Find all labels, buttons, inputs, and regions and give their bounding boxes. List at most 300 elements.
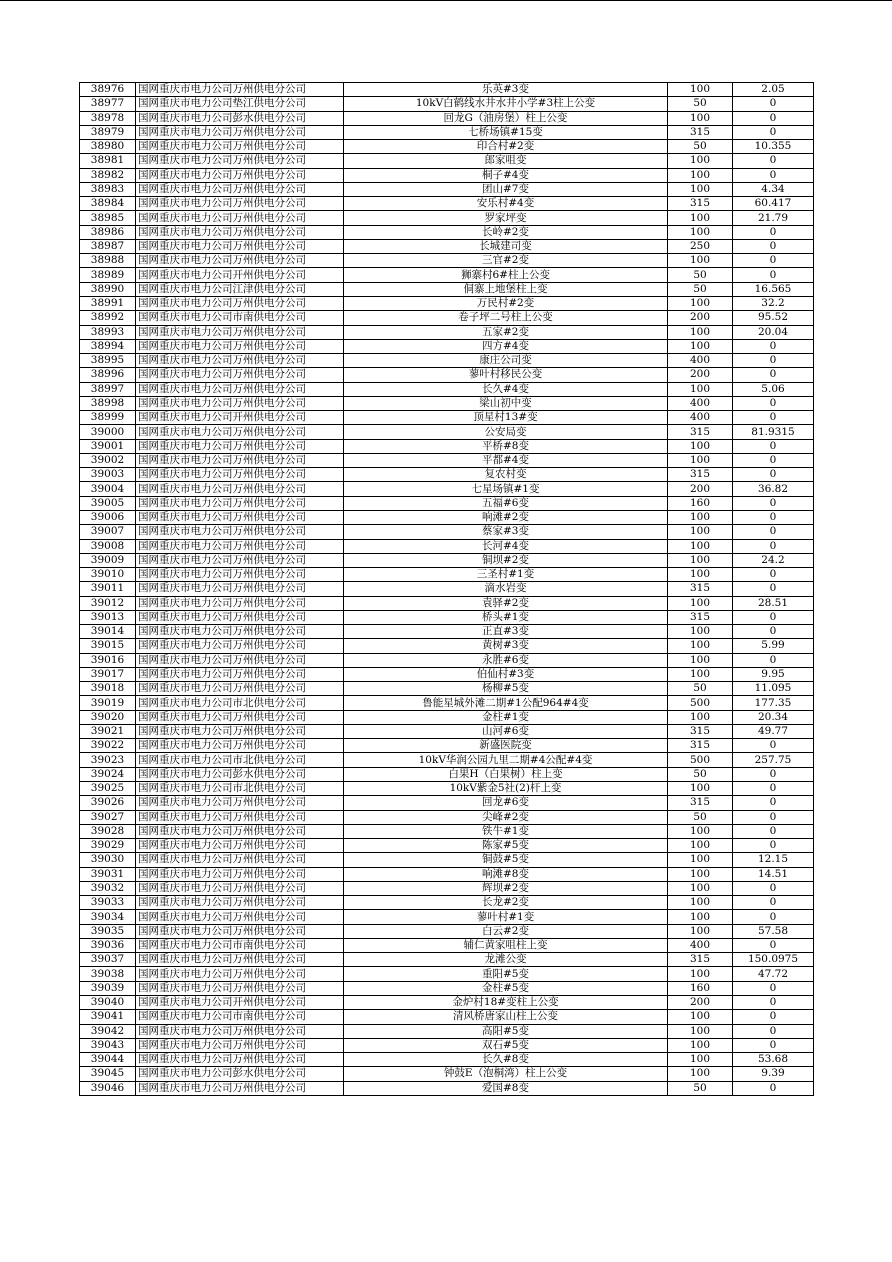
transformer-name: 平都#4变 bbox=[344, 453, 668, 467]
company-name: 国网重庆市电力公司万州供电分公司 bbox=[136, 553, 344, 567]
transformer-name: 三圣村#1变 bbox=[344, 568, 668, 582]
transformer-name: 袁驿#2变 bbox=[344, 596, 668, 610]
capacity: 100 bbox=[668, 1067, 733, 1081]
transformer-name: 桥头#1变 bbox=[344, 610, 668, 624]
row-id: 39007 bbox=[80, 525, 136, 539]
table-row bbox=[80, 967, 814, 981]
company-name: 国网重庆市电力公司万州供电分公司 bbox=[136, 425, 344, 439]
value: 0 bbox=[733, 1010, 814, 1024]
table-row bbox=[80, 653, 814, 667]
value: 0 bbox=[733, 910, 814, 924]
table-row bbox=[80, 981, 814, 995]
transformer-name: 杨柳#5变 bbox=[344, 682, 668, 696]
value: 0 bbox=[733, 782, 814, 796]
transformer-name: 清风桥唐家山柱上公变 bbox=[344, 1010, 668, 1024]
row-id: 39034 bbox=[80, 910, 136, 924]
transformer-name: 四方#4变 bbox=[344, 339, 668, 353]
row-id: 39011 bbox=[80, 582, 136, 596]
company-name: 国网重庆市电力公司万州供电分公司 bbox=[136, 382, 344, 396]
transformer-name: 伯仙村#3变 bbox=[344, 667, 668, 681]
transformer-name: 蔡家#3变 bbox=[344, 525, 668, 539]
table-row bbox=[80, 696, 814, 710]
capacity: 250 bbox=[668, 239, 733, 253]
transformer-name: 辅仁黄家咀柱上变 bbox=[344, 938, 668, 952]
company-name: 国网重庆市电力公司万州供电分公司 bbox=[136, 910, 344, 924]
value: 32.2 bbox=[733, 296, 814, 310]
row-id: 39046 bbox=[80, 1081, 136, 1095]
value: 24.2 bbox=[733, 553, 814, 567]
table-row bbox=[80, 782, 814, 796]
company-name: 国网重庆市电力公司万州供电分公司 bbox=[136, 225, 344, 239]
company-name: 国网重庆市电力公司万州供电分公司 bbox=[136, 197, 344, 211]
row-id: 38976 bbox=[80, 83, 136, 97]
transformer-name: 长龙#2变 bbox=[344, 896, 668, 910]
transformer-name: 黄树#3变 bbox=[344, 639, 668, 653]
company-name: 国网重庆市电力公司万州供电分公司 bbox=[136, 1024, 344, 1038]
row-id: 39018 bbox=[80, 682, 136, 696]
value: 2.05 bbox=[733, 83, 814, 97]
value: 0 bbox=[733, 582, 814, 596]
row-id: 38980 bbox=[80, 140, 136, 154]
transformer-name: 蓼叶村#1变 bbox=[344, 910, 668, 924]
company-name: 国网重庆市电力公司万州供电分公司 bbox=[136, 482, 344, 496]
table-row bbox=[80, 354, 814, 368]
table-row bbox=[80, 254, 814, 268]
value: 20.04 bbox=[733, 325, 814, 339]
row-id: 39023 bbox=[80, 753, 136, 767]
table-row bbox=[80, 839, 814, 853]
table-row bbox=[80, 339, 814, 353]
capacity: 100 bbox=[668, 83, 733, 97]
transformer-table bbox=[79, 82, 814, 1096]
company-name: 国网重庆市电力公司万州供电分公司 bbox=[136, 525, 344, 539]
capacity: 315 bbox=[668, 468, 733, 482]
row-id: 38977 bbox=[80, 97, 136, 111]
row-id: 39009 bbox=[80, 553, 136, 567]
table-row bbox=[80, 881, 814, 895]
capacity: 400 bbox=[668, 938, 733, 952]
row-id: 39036 bbox=[80, 938, 136, 952]
value: 0 bbox=[733, 439, 814, 453]
row-id: 38989 bbox=[80, 268, 136, 282]
company-name: 国网重庆市电力公司市南供电分公司 bbox=[136, 1010, 344, 1024]
company-name: 国网重庆市电力公司垫江供电分公司 bbox=[136, 97, 344, 111]
value: 0 bbox=[733, 268, 814, 282]
capacity: 50 bbox=[668, 1081, 733, 1095]
transformer-name: 白果H（白果树）柱上变 bbox=[344, 767, 668, 781]
transformer-name: 金柱#5变 bbox=[344, 981, 668, 995]
company-name: 国网重庆市电力公司万州供电分公司 bbox=[136, 325, 344, 339]
capacity: 100 bbox=[668, 782, 733, 796]
row-id: 39044 bbox=[80, 1053, 136, 1067]
table-row bbox=[80, 140, 814, 154]
transformer-name: 万民村#2变 bbox=[344, 296, 668, 310]
company-name: 国网重庆市电力公司万州供电分公司 bbox=[136, 896, 344, 910]
row-id: 38993 bbox=[80, 325, 136, 339]
table-row bbox=[80, 282, 814, 296]
table-row bbox=[80, 910, 814, 924]
transformer-name: 平桥#8变 bbox=[344, 439, 668, 453]
row-id: 39041 bbox=[80, 1010, 136, 1024]
company-name: 国网重庆市电力公司万州供电分公司 bbox=[136, 1081, 344, 1095]
table-row bbox=[80, 239, 814, 253]
row-id: 39010 bbox=[80, 568, 136, 582]
company-name: 国网重庆市电力公司万州供电分公司 bbox=[136, 953, 344, 967]
company-name: 国网重庆市电力公司万州供电分公司 bbox=[136, 1038, 344, 1052]
capacity: 100 bbox=[668, 453, 733, 467]
capacity: 100 bbox=[668, 596, 733, 610]
capacity: 315 bbox=[668, 582, 733, 596]
capacity: 200 bbox=[668, 996, 733, 1010]
value: 53.68 bbox=[733, 1053, 814, 1067]
company-name: 国网重庆市电力公司万州供电分公司 bbox=[136, 496, 344, 510]
value: 10.355 bbox=[733, 140, 814, 154]
capacity: 50 bbox=[668, 767, 733, 781]
transformer-name: 陈家#5变 bbox=[344, 839, 668, 853]
table-row bbox=[80, 197, 814, 211]
row-id: 39019 bbox=[80, 696, 136, 710]
capacity: 100 bbox=[668, 1010, 733, 1024]
table-row bbox=[80, 396, 814, 410]
value: 0 bbox=[733, 168, 814, 182]
value: 0 bbox=[733, 396, 814, 410]
row-id: 38985 bbox=[80, 211, 136, 225]
value: 5.06 bbox=[733, 382, 814, 396]
capacity: 100 bbox=[668, 1024, 733, 1038]
value: 0 bbox=[733, 125, 814, 139]
row-id: 39021 bbox=[80, 724, 136, 738]
value: 0 bbox=[733, 896, 814, 910]
table-row bbox=[80, 824, 814, 838]
value: 0 bbox=[733, 254, 814, 268]
capacity: 100 bbox=[668, 296, 733, 310]
company-name: 国网重庆市电力公司万州供电分公司 bbox=[136, 839, 344, 853]
table-row bbox=[80, 211, 814, 225]
transformer-name: 龙滩公变 bbox=[344, 953, 668, 967]
row-id: 39029 bbox=[80, 839, 136, 853]
transformer-name: 爱国#8变 bbox=[344, 1081, 668, 1095]
row-id: 39035 bbox=[80, 924, 136, 938]
capacity: 100 bbox=[668, 667, 733, 681]
row-id: 39027 bbox=[80, 810, 136, 824]
table-row bbox=[80, 853, 814, 867]
company-name: 国网重庆市电力公司彭水供电分公司 bbox=[136, 767, 344, 781]
company-name: 国网重庆市电力公司万州供电分公司 bbox=[136, 710, 344, 724]
transformer-name: 复农村变 bbox=[344, 468, 668, 482]
row-id: 39015 bbox=[80, 639, 136, 653]
transformer-name: 铜坝#2变 bbox=[344, 553, 668, 567]
table-row bbox=[80, 596, 814, 610]
transformer-name: 回龙#6变 bbox=[344, 796, 668, 810]
row-id: 38998 bbox=[80, 396, 136, 410]
row-id: 39001 bbox=[80, 439, 136, 453]
row-id: 39043 bbox=[80, 1038, 136, 1052]
row-id: 39033 bbox=[80, 896, 136, 910]
table-row bbox=[80, 411, 814, 425]
company-name: 国网重庆市电力公司万州供电分公司 bbox=[136, 1053, 344, 1067]
row-id: 38991 bbox=[80, 296, 136, 310]
transformer-name: 顶星村13#变 bbox=[344, 411, 668, 425]
table-row bbox=[80, 125, 814, 139]
transformer-name: 侗寨上地堡柱上变 bbox=[344, 282, 668, 296]
row-id: 39020 bbox=[80, 710, 136, 724]
capacity: 100 bbox=[668, 853, 733, 867]
capacity: 400 bbox=[668, 354, 733, 368]
row-id: 38997 bbox=[80, 382, 136, 396]
value: 0 bbox=[733, 339, 814, 353]
company-name: 国网重庆市电力公司万州供电分公司 bbox=[136, 339, 344, 353]
value: 0 bbox=[733, 568, 814, 582]
transformer-name: 响滩#8变 bbox=[344, 867, 668, 881]
company-name: 国网重庆市电力公司万州供电分公司 bbox=[136, 582, 344, 596]
value: 9.39 bbox=[733, 1067, 814, 1081]
value: 95.52 bbox=[733, 311, 814, 325]
table-row bbox=[80, 710, 814, 724]
transformer-name: 桐子#4变 bbox=[344, 168, 668, 182]
value: 47.72 bbox=[733, 967, 814, 981]
table-row bbox=[80, 767, 814, 781]
table-row bbox=[80, 325, 814, 339]
table-row bbox=[80, 896, 814, 910]
company-name: 国网重庆市电力公司市北供电分公司 bbox=[136, 753, 344, 767]
value: 4.34 bbox=[733, 182, 814, 196]
value: 177.35 bbox=[733, 696, 814, 710]
company-name: 国网重庆市电力公司万州供电分公司 bbox=[136, 539, 344, 553]
company-name: 国网重庆市电力公司万州供电分公司 bbox=[136, 967, 344, 981]
capacity: 315 bbox=[668, 796, 733, 810]
capacity: 100 bbox=[668, 710, 733, 724]
value: 0 bbox=[733, 938, 814, 952]
company-name: 国网重庆市电力公司市南供电分公司 bbox=[136, 311, 344, 325]
table-row bbox=[80, 568, 814, 582]
company-name: 国网重庆市电力公司万州供电分公司 bbox=[136, 510, 344, 524]
transformer-name: 长河#4变 bbox=[344, 539, 668, 553]
capacity: 100 bbox=[668, 839, 733, 853]
table-row bbox=[80, 368, 814, 382]
row-id: 39013 bbox=[80, 610, 136, 624]
transformer-name: 重阳#5变 bbox=[344, 967, 668, 981]
table-row bbox=[80, 168, 814, 182]
row-id: 39031 bbox=[80, 867, 136, 881]
transformer-name: 乐英#3变 bbox=[344, 83, 668, 97]
capacity: 100 bbox=[668, 881, 733, 895]
value: 0 bbox=[733, 881, 814, 895]
value: 60.417 bbox=[733, 197, 814, 211]
value: 11.095 bbox=[733, 682, 814, 696]
table-row bbox=[80, 468, 814, 482]
value: 0 bbox=[733, 539, 814, 553]
transformer-name: 响滩#2变 bbox=[344, 510, 668, 524]
table-row bbox=[80, 938, 814, 952]
row-id: 38987 bbox=[80, 239, 136, 253]
value: 0 bbox=[733, 610, 814, 624]
company-name: 国网重庆市电力公司万州供电分公司 bbox=[136, 810, 344, 824]
transformer-name: 长城建司变 bbox=[344, 239, 668, 253]
company-name: 国网重庆市电力公司万州供电分公司 bbox=[136, 125, 344, 139]
transformer-name: 团山#7变 bbox=[344, 182, 668, 196]
row-id: 39037 bbox=[80, 953, 136, 967]
company-name: 国网重庆市电力公司万州供电分公司 bbox=[136, 853, 344, 867]
table-row bbox=[80, 111, 814, 125]
capacity: 100 bbox=[668, 168, 733, 182]
row-id: 39032 bbox=[80, 881, 136, 895]
value: 0 bbox=[733, 354, 814, 368]
row-id: 39026 bbox=[80, 796, 136, 810]
value: 21.79 bbox=[733, 211, 814, 225]
company-name: 国网重庆市电力公司万州供电分公司 bbox=[136, 439, 344, 453]
value: 0 bbox=[733, 225, 814, 239]
capacity: 100 bbox=[668, 639, 733, 653]
capacity: 100 bbox=[668, 439, 733, 453]
transformer-name: 长久#8变 bbox=[344, 1053, 668, 1067]
value: 0 bbox=[733, 1024, 814, 1038]
value: 20.34 bbox=[733, 710, 814, 724]
transformer-name: 安乐村#4变 bbox=[344, 197, 668, 211]
row-id: 38981 bbox=[80, 154, 136, 168]
capacity: 50 bbox=[668, 140, 733, 154]
capacity: 315 bbox=[668, 739, 733, 753]
value: 28.51 bbox=[733, 596, 814, 610]
row-id: 38999 bbox=[80, 411, 136, 425]
company-name: 国网重庆市电力公司万州供电分公司 bbox=[136, 83, 344, 97]
row-id: 39024 bbox=[80, 767, 136, 781]
company-name: 国网重庆市电力公司万州供电分公司 bbox=[136, 796, 344, 810]
capacity: 315 bbox=[668, 125, 733, 139]
row-id: 39014 bbox=[80, 625, 136, 639]
row-id: 39002 bbox=[80, 453, 136, 467]
value: 0 bbox=[733, 525, 814, 539]
row-id: 38979 bbox=[80, 125, 136, 139]
row-id: 39038 bbox=[80, 967, 136, 981]
company-name: 国网重庆市电力公司彭水供电分公司 bbox=[136, 1067, 344, 1081]
company-name: 国网重庆市电力公司万州供电分公司 bbox=[136, 354, 344, 368]
capacity: 100 bbox=[668, 154, 733, 168]
capacity: 100 bbox=[668, 824, 733, 838]
value: 57.58 bbox=[733, 924, 814, 938]
capacity: 50 bbox=[668, 282, 733, 296]
table-row bbox=[80, 724, 814, 738]
capacity: 400 bbox=[668, 396, 733, 410]
table-row bbox=[80, 682, 814, 696]
transformer-name: 鲁能星城外滩二期#1公配964#4变 bbox=[344, 696, 668, 710]
value: 0 bbox=[733, 625, 814, 639]
capacity: 50 bbox=[668, 268, 733, 282]
capacity: 100 bbox=[668, 1038, 733, 1052]
table-row bbox=[80, 610, 814, 624]
company-name: 国网重庆市电力公司万州供电分公司 bbox=[136, 468, 344, 482]
row-id: 39028 bbox=[80, 824, 136, 838]
capacity: 100 bbox=[668, 539, 733, 553]
capacity: 500 bbox=[668, 753, 733, 767]
table-row bbox=[80, 154, 814, 168]
table-row bbox=[80, 867, 814, 881]
row-id: 39005 bbox=[80, 496, 136, 510]
capacity: 100 bbox=[668, 967, 733, 981]
company-name: 国网重庆市电力公司万州供电分公司 bbox=[136, 981, 344, 995]
table-row bbox=[80, 382, 814, 396]
table-row bbox=[80, 83, 814, 97]
capacity: 100 bbox=[668, 568, 733, 582]
table-row bbox=[80, 739, 814, 753]
value: 0 bbox=[733, 510, 814, 524]
value: 0 bbox=[733, 111, 814, 125]
table-row bbox=[80, 311, 814, 325]
value: 0 bbox=[733, 810, 814, 824]
table-row bbox=[80, 924, 814, 938]
table-row bbox=[80, 796, 814, 810]
row-id: 39006 bbox=[80, 510, 136, 524]
capacity: 160 bbox=[668, 496, 733, 510]
table-row bbox=[80, 953, 814, 967]
company-name: 国网重庆市电力公司万州供电分公司 bbox=[136, 625, 344, 639]
capacity: 315 bbox=[668, 610, 733, 624]
company-name: 国网重庆市电力公司开州供电分公司 bbox=[136, 268, 344, 282]
row-id: 38996 bbox=[80, 368, 136, 382]
capacity: 100 bbox=[668, 653, 733, 667]
company-name: 国网重庆市电力公司市北供电分公司 bbox=[136, 782, 344, 796]
row-id: 39025 bbox=[80, 782, 136, 796]
table-row bbox=[80, 1067, 814, 1081]
row-id: 39045 bbox=[80, 1067, 136, 1081]
company-name: 国网重庆市电力公司万州供电分公司 bbox=[136, 154, 344, 168]
company-name: 国网重庆市电力公司万州供电分公司 bbox=[136, 867, 344, 881]
capacity: 50 bbox=[668, 682, 733, 696]
company-name: 国网重庆市电力公司彭水供电分公司 bbox=[136, 111, 344, 125]
value: 0 bbox=[733, 981, 814, 995]
transformer-name: 钟鼓E（泡桐湾）柱上公变 bbox=[344, 1067, 668, 1081]
company-name: 国网重庆市电力公司万州供电分公司 bbox=[136, 824, 344, 838]
value: 0 bbox=[733, 824, 814, 838]
company-name: 国网重庆市电力公司万州供电分公司 bbox=[136, 296, 344, 310]
table-row bbox=[80, 639, 814, 653]
table-row bbox=[80, 425, 814, 439]
company-name: 国网重庆市电力公司万州供电分公司 bbox=[136, 667, 344, 681]
transformer-name: 三官#2变 bbox=[344, 254, 668, 268]
transformer-name: 金炉村18#变柱上公变 bbox=[344, 996, 668, 1010]
capacity: 100 bbox=[668, 325, 733, 339]
company-name: 国网重庆市电力公司万州供电分公司 bbox=[136, 639, 344, 653]
transformer-name: 铜鼓#5变 bbox=[344, 853, 668, 867]
page-top-rule bbox=[0, 0, 892, 1]
transformer-name: 金柱#1变 bbox=[344, 710, 668, 724]
capacity: 315 bbox=[668, 197, 733, 211]
capacity: 100 bbox=[668, 339, 733, 353]
transformer-name: 七桥场镇#15变 bbox=[344, 125, 668, 139]
transformer-name: 铁牛#1变 bbox=[344, 824, 668, 838]
value: 0 bbox=[733, 239, 814, 253]
row-id: 39042 bbox=[80, 1024, 136, 1038]
table-row bbox=[80, 553, 814, 567]
company-name: 国网重庆市电力公司开州供电分公司 bbox=[136, 996, 344, 1010]
capacity: 100 bbox=[668, 111, 733, 125]
transformer-name: 10kV华润公园九里二期#4公配#4变 bbox=[344, 753, 668, 767]
capacity: 100 bbox=[668, 382, 733, 396]
transformer-name: 印合村#2变 bbox=[344, 140, 668, 154]
transformer-name: 狮寨村6#柱上公变 bbox=[344, 268, 668, 282]
capacity: 100 bbox=[668, 211, 733, 225]
transformer-name: 回龙G（油房堡）柱上公变 bbox=[344, 111, 668, 125]
capacity: 315 bbox=[668, 953, 733, 967]
capacity: 315 bbox=[668, 425, 733, 439]
value: 5.99 bbox=[733, 639, 814, 653]
company-name: 国网重庆市电力公司万州供电分公司 bbox=[136, 254, 344, 268]
value: 150.0975 bbox=[733, 953, 814, 967]
transformer-name: 新盛医院变 bbox=[344, 739, 668, 753]
value: 0 bbox=[733, 1081, 814, 1095]
row-id: 38992 bbox=[80, 311, 136, 325]
table-row bbox=[80, 453, 814, 467]
transformer-name: 10kV白鹤线水井水井小学#3柱上公变 bbox=[344, 97, 668, 111]
